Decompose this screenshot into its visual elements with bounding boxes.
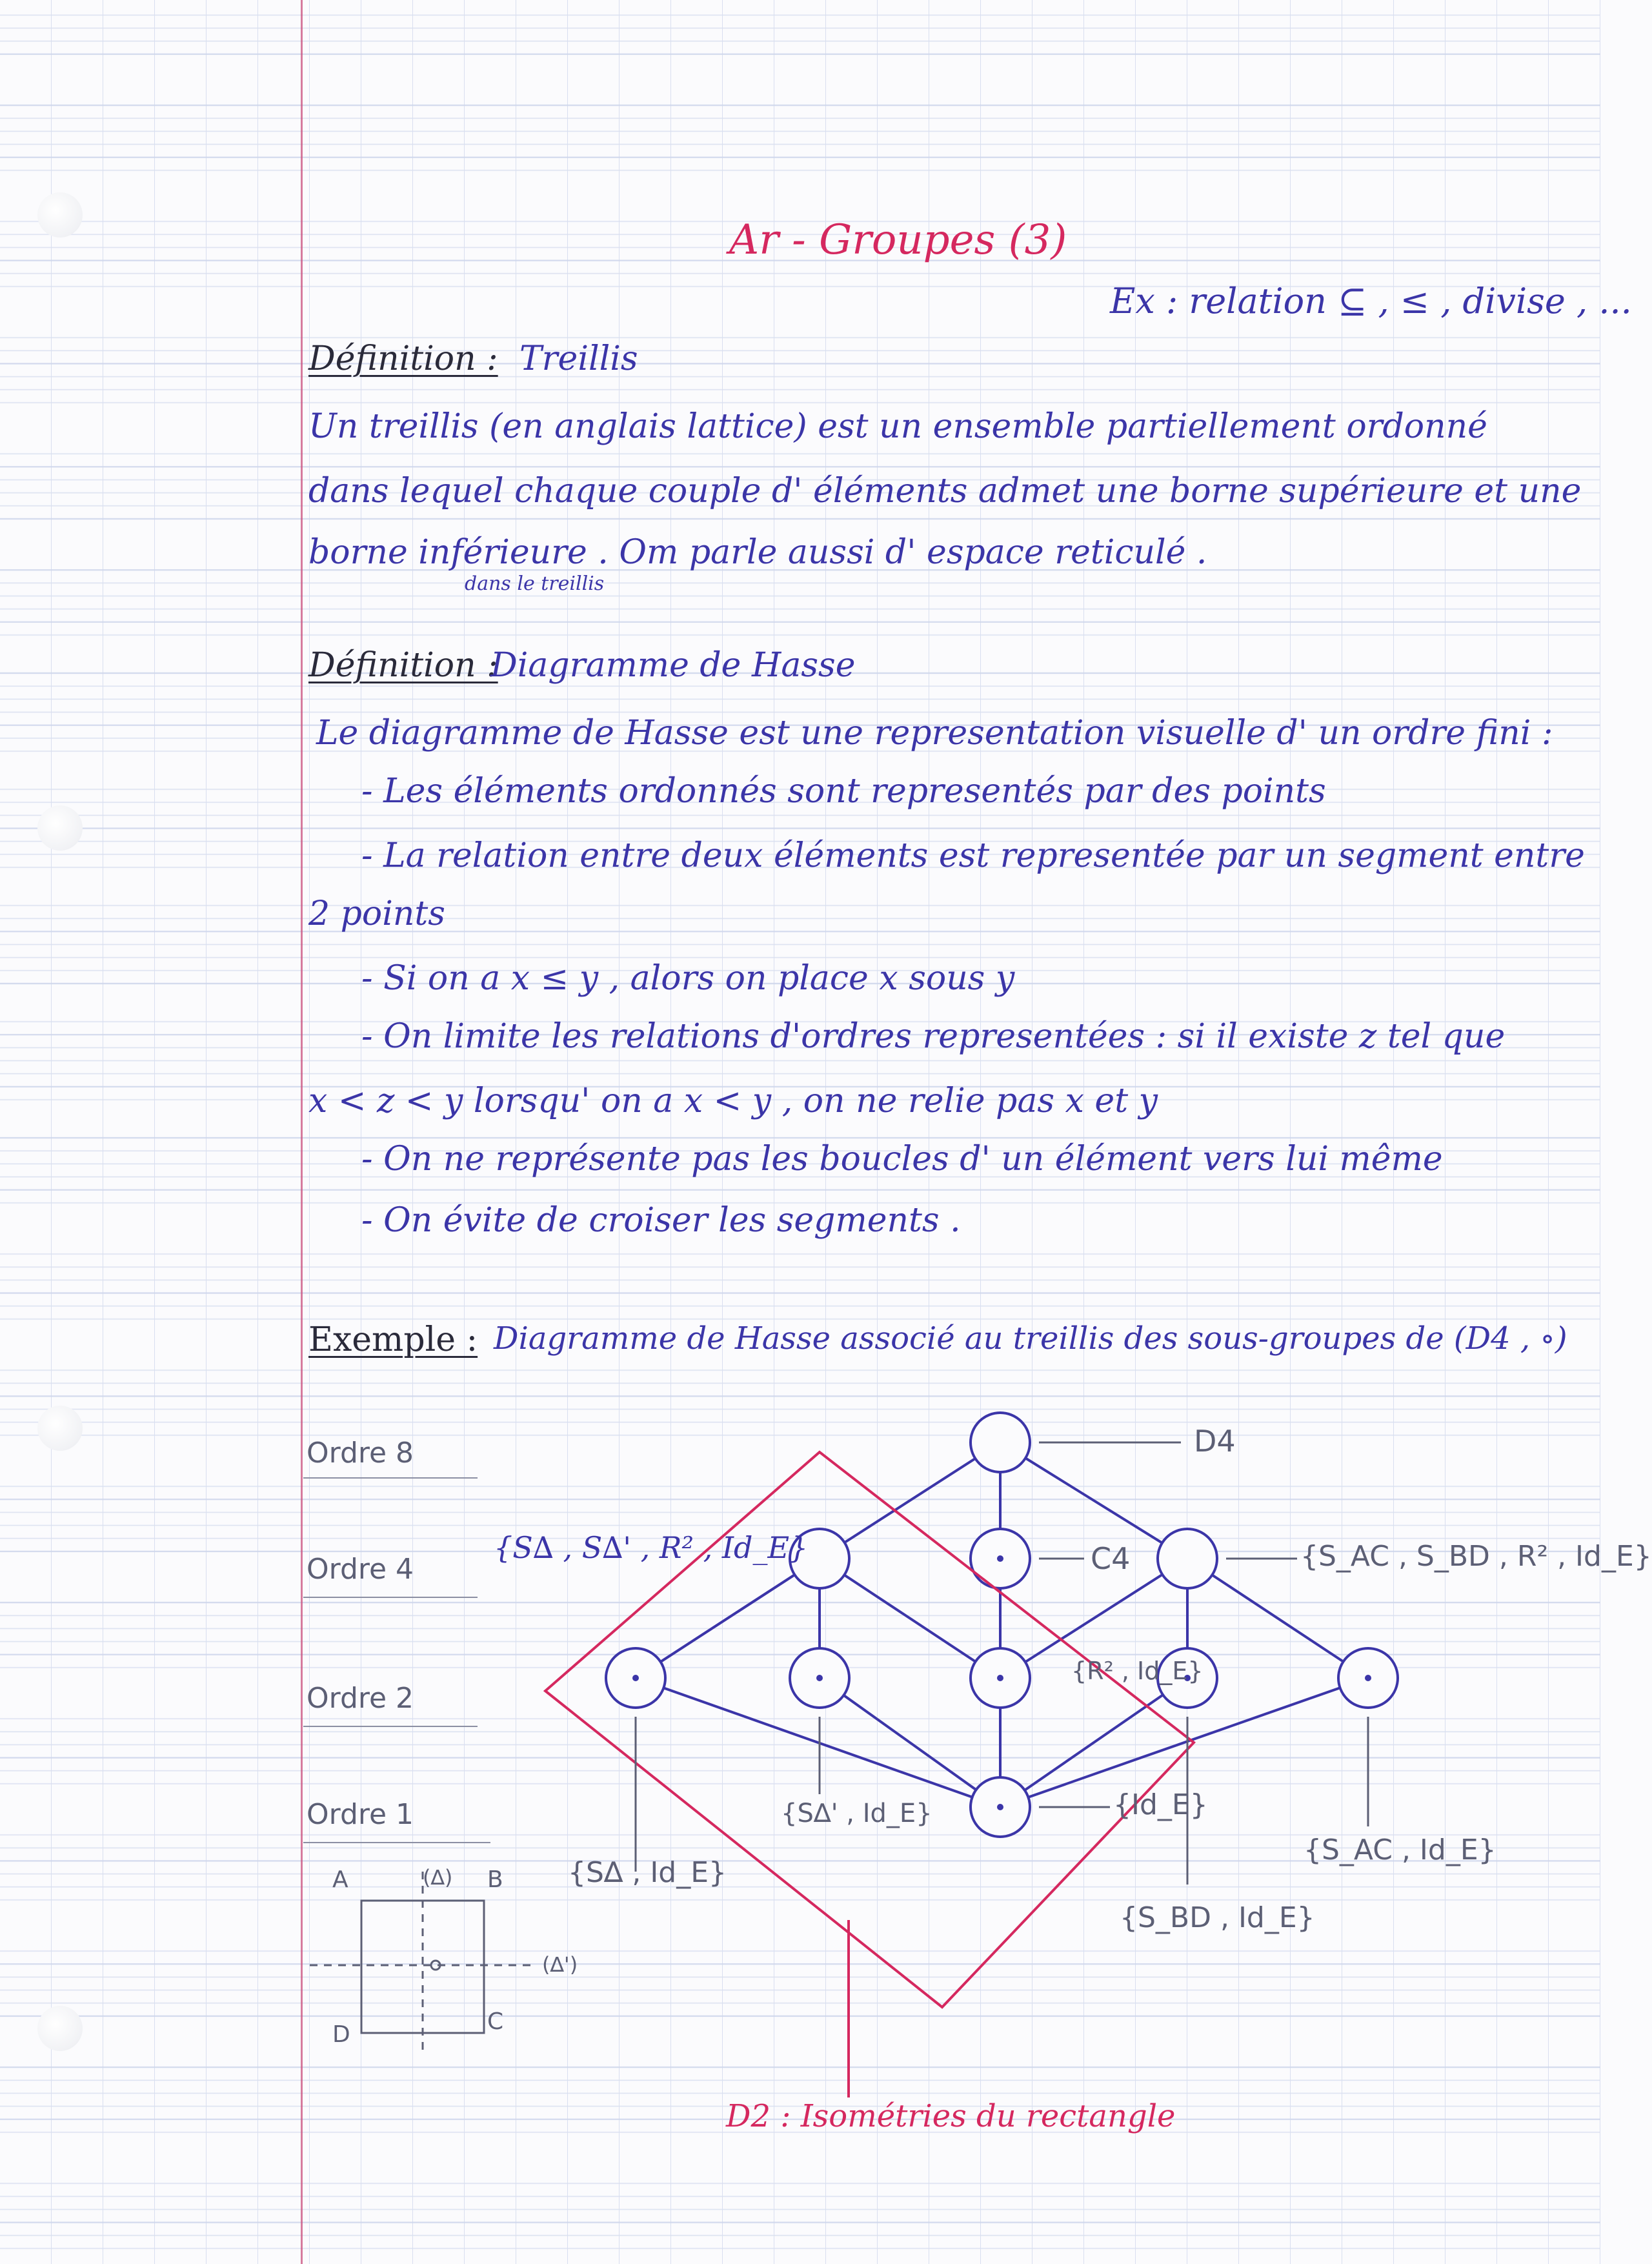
hasse-edge — [820, 1559, 1000, 1678]
node-dot — [1365, 1675, 1371, 1681]
example-text: Diagramme de Hasse associé au treillis des sous-groupes de (D4 , ∘) — [494, 1320, 1567, 1357]
example-note: Ex : relation ⊆ , ≤ , divise , ... — [1110, 281, 1632, 321]
hasse-edge — [1000, 1678, 1187, 1807]
def2-item: 2 points — [308, 894, 445, 933]
def2-label: Définition : — [308, 646, 498, 685]
order-label: Ordre 8 — [307, 1437, 414, 1470]
label-d2: D2 : Isométries du rectangle — [726, 2098, 1176, 2134]
label-s-delta-prime: {S∆' , Id_E} — [781, 1799, 932, 1828]
label-s-ac: {S_AC , Id_E} — [1304, 1834, 1496, 1866]
node-dot — [997, 1555, 1003, 1562]
def2-item: - On limite les relations d'ordres representées : si il existe z tel que — [361, 1017, 1506, 1056]
node-dot — [816, 1675, 823, 1681]
node-dot — [997, 1804, 1003, 1810]
axis-delta-prime-label: (∆') — [542, 1952, 578, 1977]
def1-line1: Un treillis (en anglais lattice) est un ensemble partiellement ordonné — [308, 407, 1487, 446]
order-label: Ordre 4 — [307, 1553, 414, 1586]
label-d4: D4 — [1194, 1424, 1236, 1459]
label-r2: {R² , Id_E} — [1071, 1657, 1204, 1685]
vertex-d: D — [332, 2021, 350, 2048]
axis-delta-label: (∆) — [423, 1865, 453, 1890]
label-left4: {S∆ , S∆' , R² , Id_E} — [494, 1530, 809, 1565]
vertex-c: C — [487, 2008, 504, 2035]
def2-item: x < z < y lorsqu' on a x < y , on ne relie pas x et y — [308, 1082, 1158, 1120]
label-c4: C4 — [1091, 1541, 1131, 1576]
def2-item: - Les éléments ordonnés sont representés par des points — [361, 772, 1326, 811]
def1-name: Treillis — [519, 339, 638, 378]
vertex-b: B — [487, 1866, 503, 1893]
hasse-edge — [636, 1559, 820, 1678]
vertex-a: A — [332, 1866, 348, 1893]
node-d4 — [971, 1413, 1030, 1472]
node-dot — [632, 1675, 639, 1681]
label-s-delta: {S∆ , Id_E} — [568, 1856, 727, 1889]
def2-item: - La relation entre deux éléments est representée par un segment entre — [361, 836, 1585, 875]
example-label: Exemple : — [308, 1320, 478, 1359]
def2-item: - Si on a x ≤ y , alors on place x sous y — [361, 959, 1015, 998]
def2-item: - On évite de croiser les segments . — [361, 1201, 961, 1240]
hasse-edge — [820, 1678, 1000, 1807]
node-order4-right — [1158, 1529, 1217, 1588]
node-dot — [997, 1675, 1003, 1681]
def2-item: - On ne représente pas les boucles d' un élément vers lui même — [361, 1140, 1443, 1178]
def1-line3: borne inférieure . Om parle aussi d' espace reticulé . — [308, 533, 1207, 572]
def1-line2: dans lequel chaque couple d' éléments admet une borne supérieure et une — [308, 472, 1582, 510]
def2-line1: Le diagramme de Hasse est une representation visuelle d' un ordre fini : — [316, 714, 1553, 753]
label-s-bd: {S_BD , Id_E} — [1120, 1901, 1315, 1934]
label-id: {Id_E} — [1113, 1788, 1208, 1821]
def2-name: Diagramme de Hasse — [490, 646, 856, 685]
order-label: Ordre 2 — [307, 1682, 414, 1715]
def1-annotation: dans le treillis — [465, 572, 605, 595]
label-right4: {S_AC , S_BD , R² , Id_E} — [1300, 1540, 1652, 1573]
def1-label: Définition : — [308, 339, 498, 378]
hasse-edge — [1187, 1559, 1368, 1678]
hasse-edge — [820, 1442, 1000, 1559]
order-label: Ordre 1 — [307, 1798, 414, 1831]
page-title: Ar - Groupes (3) — [729, 216, 1067, 264]
